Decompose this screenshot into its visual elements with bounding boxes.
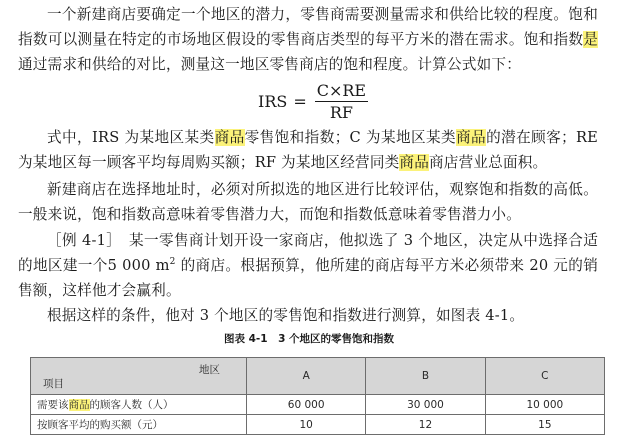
cell-value: 12	[366, 415, 485, 435]
paragraph-text: 根据这样的条件，他对 3 个地区的零售饱和指数进行测算，如图表 4-1。	[47, 307, 525, 324]
paragraph-text: 通过需求和供给的对比，测量这一地区零售商店的饱和程度。计算公式如下：	[18, 56, 521, 73]
saturation-table	[30, 357, 605, 435]
highlighted-term: 商品	[456, 129, 487, 146]
row-label-text: 需要该	[37, 399, 69, 411]
paragraph-intro	[18, 2, 598, 77]
cell-value: 15	[485, 415, 604, 435]
paragraph-example	[18, 228, 598, 303]
paragraph-text: 的潜在顾客；RE 为某地区每一顾客平均每周购买额；RF 为某地区经营同类	[18, 129, 598, 171]
row-label-purchase: 按顾客平均的购买额（元）	[31, 415, 247, 435]
highlighted-term: 是	[583, 31, 598, 48]
highlighted-term: 商品	[399, 154, 429, 171]
formula-numerator: C×RE	[316, 80, 367, 100]
row-label-text: 的顾客人数（人）	[89, 399, 174, 411]
highlighted-term: 商品	[214, 129, 245, 146]
superscript: 2	[169, 257, 176, 268]
table-row	[31, 415, 605, 435]
paragraph-text: 零售饱和指数；C 为某地区某类	[244, 129, 457, 146]
table-corner-cell	[31, 358, 247, 395]
cell-value: 10	[247, 415, 366, 435]
paragraph-text: 新建商店在选择地址时，必须对所拟选的地区进行比较评估，观察饱和指数的高低。一般来说，饱和指数高意味着零售潜力大，而饱和指数低意味着零售潜力小。	[18, 181, 598, 223]
formula-fraction	[315, 81, 368, 122]
cell-value: 30 000	[366, 395, 485, 415]
table-header-row	[31, 358, 605, 395]
formula-equals: =	[293, 91, 307, 111]
paragraph-calculation	[18, 303, 598, 328]
table-caption: 图表 4-1 3 个地区的零售饱和指数	[223, 333, 395, 345]
paragraph-text: ［例 4-1］ 某一零售商计划开设一家商店，他拟选了 3 个地区，决定从中选择合适的地区建一个5 000 m	[18, 232, 598, 274]
formula-denominator: RF	[329, 102, 353, 122]
row-label-customers	[31, 395, 247, 415]
column-header-a: A	[247, 358, 366, 395]
formula-irs	[258, 78, 368, 124]
paragraph-definitions	[18, 125, 598, 175]
corner-label-item: 项目	[43, 378, 64, 390]
paragraph-text: 的商店。根据预算，他所建的商店每平方米必须带来 20 元的销售额，这样他才会赢利。	[18, 257, 598, 299]
paragraph-text: 一个新建商店要确定一个地区的潜力，零售商需要测量需求和供给比较的程度。饱和指数可以测量在特定的市场地区假设的零售商店类型的每平方米的潜在需求。饱和指数	[18, 6, 598, 48]
column-header-b: B	[366, 358, 485, 395]
formula-lhs: IRS	[258, 91, 288, 111]
paragraph-text: 商店营业总面积。	[429, 154, 548, 171]
paragraph-evaluation	[18, 177, 598, 227]
cell-value: 60 000	[247, 395, 366, 415]
column-header-c: C	[485, 358, 604, 395]
cell-value: 10 000	[485, 395, 604, 415]
paragraph-text: 式中，IRS 为某地区某类	[47, 129, 215, 146]
highlighted-term: 商品	[68, 399, 90, 411]
table-row	[31, 395, 605, 415]
corner-label-region: 地区	[199, 364, 220, 376]
